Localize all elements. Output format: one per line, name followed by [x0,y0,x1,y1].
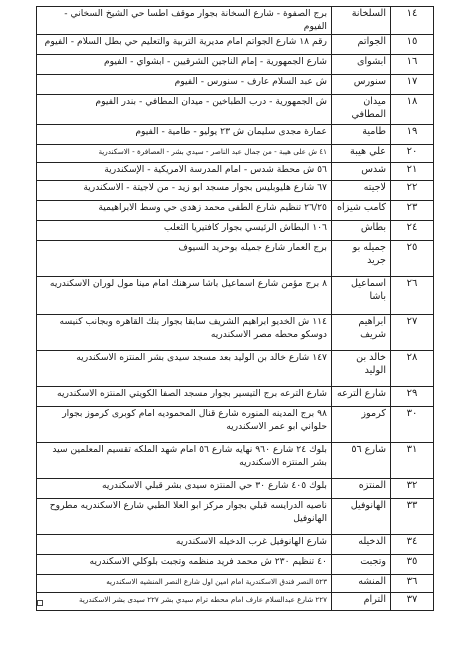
row-number: ١٧ [391,75,434,95]
table-row [37,75,434,95]
table-row [37,221,434,241]
row-number: ٢٨ [391,351,434,387]
branch-name: شارع ٥٦ [332,443,391,479]
row-number: ١٨ [391,95,434,125]
branch-name: المنشه [332,575,391,593]
branch-address: بلوك ٢٤ شارع ٩٦٠ نهايه شارع ٥٦ امام شهد الملكه تقسيم المعلمين سيد بشر المنتزه الاسكندريه [37,443,332,479]
table-row [37,95,434,125]
table-row [37,387,434,407]
branch-address: شارع الترعه برج التيسير بجوار مسجد الصفا الكويتي المنتزه الاسكندريه [37,387,332,407]
branch-address: برج العمار شارع جميله بوحريد السيوف [37,241,332,277]
branch-address: ١٤٧ شارع خالد بن الوليد بعد مسجد سيدى بشر المنتزه الاسكندريه [37,351,332,387]
row-number: ٣١ [391,443,434,479]
row-number: ٢٠ [391,145,434,163]
row-number: ٢٥ [391,241,434,277]
branch-address: ٤٠ تنظيم ٢٣٠ ش محمد فريد منظمه وتجبت بلوكلي الاسكندريه [37,555,332,575]
table-row [37,499,434,535]
row-number: ٣٣ [391,499,434,535]
table-row [37,407,434,443]
branch-name: شارع الترعه [332,387,391,407]
branch-address: شارع الهانوفيل غرب الدخيله الاسكندريه [37,535,332,555]
branch-address: عمارة مجدى سليمان ش ٢٣ يوليو - طامية - الفيوم [37,125,332,145]
branch-address: ٤١ ش على هيبة - من جمال عبد الناصر - سيدي بشر - العصافرة - الاسكندرية [37,145,332,163]
branch-address: ٢٦/٢٥ تنظيم شارع الطفى محمد زهدى حي وسط الابراهيمية [37,201,332,221]
table-body [37,7,434,611]
table-row [37,145,434,163]
branch-name: اسماعيل باشا [332,277,391,315]
branch-address: ٥٢٣ النصر فندق الاسكندرية امام امين اول شارع النصر المنشيه الاسكندريه [37,575,332,593]
branch-name: كرموز [332,407,391,443]
table-row [37,593,434,611]
table-row [37,163,434,181]
row-number: ٣٠ [391,407,434,443]
table-row [37,479,434,499]
row-number: ٢٣ [391,201,434,221]
row-number: ٢٦ [391,277,434,315]
table-row [37,35,434,55]
row-number: ٢٧ [391,315,434,351]
branch-name: كامب شيزاه [332,201,391,221]
branch-address: ١٠٦ البطاش الرئيسي بجوار كافتيريا الثعلب [37,221,332,241]
branch-name: المنتزه [332,479,391,499]
branch-address: ش الجمهورية - درب الطباخين - ميدان المطافي - بندر الفيوم [37,95,332,125]
branch-address-table [36,6,434,611]
table-row [37,443,434,479]
branch-address: ٦٧ شارع هليوبليس بجوار مسجد ابو زيد - من لاجيتة - الاسكندرية [37,181,332,201]
table-row [37,315,434,351]
row-number: ٣٢ [391,479,434,499]
branch-address: ٨ برج مؤمن شارع اسماعيل باشا سرهنك امام مينا مول لوران الاسكندريه [37,277,332,315]
table-row [37,575,434,593]
branch-name: الدخيله [332,535,391,555]
branch-name: طامية [332,125,391,145]
branch-address: ش عبد السلام عارف - سنورس - الفيوم [37,75,332,95]
row-number: ٢٤ [391,221,434,241]
row-number: ٣٧ [391,593,434,611]
row-number: ١٩ [391,125,434,145]
table-row [37,535,434,555]
table-row [37,7,434,35]
row-number: ٢٩ [391,387,434,407]
branch-address: ناصيه الدرايسه قبلي بجوار مركز ابو العلا الطبي شارع الاسكندريه مطروح الهانوفيل [37,499,332,535]
row-number: ٣٥ [391,555,434,575]
branch-address: رقم ١٨ شارع الجواتم امام مديرية التربية والتعليم حي بطل السلام - الفيوم [37,35,332,55]
branch-name: ابراهيم شريف [332,315,391,351]
row-number: ٢٢ [391,181,434,201]
branch-name: الهانوفيل [332,499,391,535]
branch-name: بطاش [332,221,391,241]
table-resize-handle[interactable] [37,600,43,606]
branch-address: برج الصفوة - شارع السخانة بجوار موقف اطسا حي الشيخ السخاني - الفيوم [37,7,332,35]
branch-name: جميله بو جريد [332,241,391,277]
branch-name: شدس [332,163,391,181]
table-row [37,241,434,277]
branch-name: الجواتم [332,35,391,55]
table-row [37,181,434,201]
branch-address: ٩٨ برج المدينه المنوره شارع قنال المحموديه امام كوبرى كرموز بجوار حلواني ابو عمر الاسكندريه [37,407,332,443]
table-row [37,125,434,145]
branch-name: ابشواى [332,55,391,75]
row-number: ٣٦ [391,575,434,593]
branch-address: ١١٤ ش الخديو ابراهيم الشريف سابقا بجوار بنك القاهره وبجانب كنيسه دوسكو محطه مصر الاسكندريه [37,315,332,351]
branch-name: السلخانة [332,7,391,35]
branch-name: وتجبت [332,555,391,575]
table-row [37,277,434,315]
branch-table-container [36,6,434,611]
branch-name: الترام [332,593,391,611]
row-number: ٢١ [391,163,434,181]
row-number: ١٤ [391,7,434,35]
branch-name: ميدان المطافي [332,95,391,125]
table-row [37,55,434,75]
branch-name: علي هيبة [332,145,391,163]
table-row [37,351,434,387]
branch-address: ٥٦ ش محطة شدس - امام المدرسة الامريكية - الإسكندرية [37,163,332,181]
table-row [37,555,434,575]
branch-address: ٢٢٧ شارع عبدالسلام عارف امام محطه ترام سيدي بشر ٢٢٧ سيدى بشر الاسكندرية [37,593,332,611]
table-row [37,201,434,221]
branch-address: بلوك ٤٠٥ شارع ٣٠ حي المنتزه سيدى بشر قبلي الاسكندريه [37,479,332,499]
branch-name: لاجيته [332,181,391,201]
row-number: ١٥ [391,35,434,55]
branch-name: خالد بن الوليد [332,351,391,387]
row-number: ٣٤ [391,535,434,555]
branch-name: سنورس [332,75,391,95]
branch-address: شارع الجمهورية - إمام الناجين الشرقيين - ابشواي - الفيوم [37,55,332,75]
row-number: ١٦ [391,55,434,75]
